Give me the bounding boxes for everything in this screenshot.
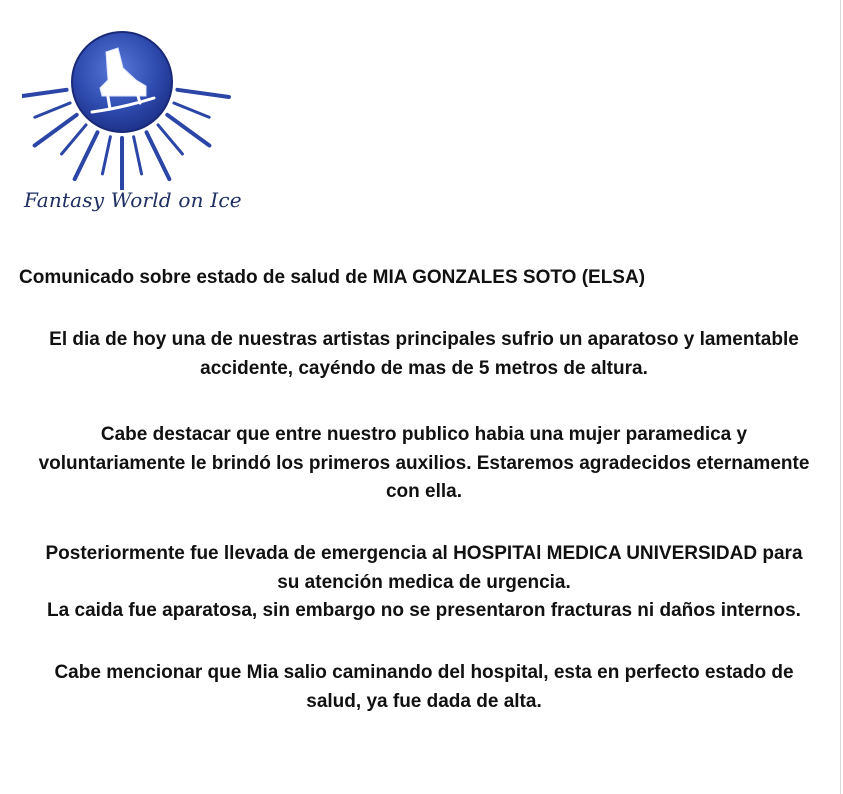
- emblem-ray: [35, 103, 70, 117]
- emblem-ray: [177, 90, 228, 97]
- emblem-ray: [62, 125, 86, 154]
- paragraph-accident: [10, 326, 838, 383]
- paragraph-first-aid: [10, 421, 838, 507]
- emblem-ray: [102, 137, 110, 174]
- paragraph-discharge: [10, 659, 838, 716]
- paragraph-hospital: [10, 540, 838, 626]
- emblem-ray: [167, 115, 209, 146]
- emblem-ray: [134, 137, 142, 174]
- paragraph-line: Cabe mencionar que Mia salio caminando del hospital, esta en perfecto estado de: [54, 662, 794, 683]
- paragraph-line: El dia de hoy una de nuestras artistas principales sufrio un aparatoso y lamentable: [49, 329, 799, 350]
- announcement-title: Comunicado sobre estado de salud de MIA GONZALES SOTO (ELSA): [19, 267, 646, 288]
- paragraph-line: La caida fue aparatosa, sin embargo no se presentaron fracturas ni daños internos.: [47, 600, 801, 621]
- emblem-ray: [35, 115, 77, 146]
- paragraph-line: Posteriormente fue llevada de emergencia al HOSPITAl MEDICA UNIVERSIDAD para: [45, 543, 803, 564]
- paragraph-line: salud, ya fue dada de alta.: [306, 690, 542, 712]
- emblem-ray: [22, 90, 67, 97]
- ice-skate-emblem-icon: [22, 30, 232, 190]
- paragraph-line: Cabe destacar que entre nuestro publico habia una mujer paramedica y: [100, 424, 748, 445]
- emblem-ray: [158, 125, 182, 154]
- paragraph-line: accidente, cayéndo de mas de 5 metros de altura.: [200, 357, 648, 379]
- paragraph-line: su atención medica de urgencia.: [277, 571, 571, 593]
- emblem-ray: [75, 132, 98, 179]
- page-edge-divider: [840, 0, 841, 794]
- logo-wordmark: Fantasy World on Ice: [24, 188, 242, 212]
- paragraph-line: voluntariamente le brindó los primeros auxilios. Estaremos agradecidos eternamente: [38, 452, 810, 474]
- paragraph-line: con ella.: [385, 481, 463, 502]
- emblem-ray: [147, 132, 170, 179]
- fantasy-world-on-ice-logo: [22, 30, 242, 225]
- emblem-ray: [174, 103, 209, 117]
